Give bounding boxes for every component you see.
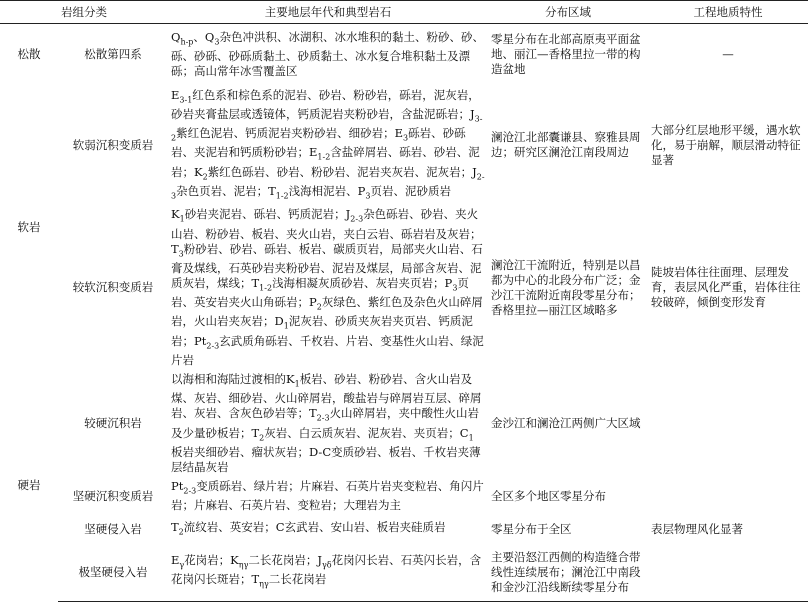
subcategory: 软弱沉积变质岩 — [72, 137, 154, 152]
subcategory: 较软沉积变质岩 — [72, 280, 154, 295]
distribution: 零星分布在北部高原夷平面盆地、丽江—香格里拉一带的构造盆地 — [491, 32, 641, 77]
category-soft: 软岩 — [17, 220, 41, 235]
subcategory: 坚硬侵入岩 — [84, 521, 142, 536]
header-row — [0, 1, 808, 24]
distribution: 澜沧江干流附近，特别是以昌都为中心的北段分布广泛；金沙江干流附近南段零星分布；香格里拉—丽江区域略多 — [491, 257, 641, 317]
table-row — [0, 543, 808, 601]
strata-rocks: $Q_{h-p}$、$Q_3$杂色冲洪积、冰湖积、冰水堆积的黏土、粉砂、砂、砾、砂砾、砂砾质黏土、砂质黏土、冰水复合堆积黏土及漂砾；高山常年冰雪覆盖区 — [171, 30, 484, 79]
table-row — [0, 515, 808, 543]
table-row — [0, 86, 808, 206]
engineering-properties — [648, 477, 808, 515]
engineering-properties: 大部分红层地形平缓，遇水软化，易于崩解，顺层滑动特征显著 — [651, 122, 801, 167]
header-engineering: 工程地质特性 — [648, 1, 808, 24]
subcategory: 松散第四系 — [84, 47, 142, 62]
header-classification: 岩组分类 — [0, 1, 168, 24]
strata-rocks: $E_\gamma$花岗岩；$K_{\eta\gamma}$二长花岗岩；$J_{\gamma\delta}$花岗闪长岩、石英闪长岩，含花岗闪长斑岩；$T_{\eta\gamma}$二长花岗岩 — [168, 543, 488, 601]
strata-rocks: $T_2$流纹岩、英安岩；C玄武岩、安山岩、板岩夹硅质岩 — [171, 519, 446, 536]
distribution: 零星分布于全区 — [491, 521, 572, 536]
engineering-properties: — — [722, 47, 734, 62]
subcategory: 坚硬沉积变质岩 — [72, 488, 154, 503]
strata-rocks: $E_{3-1}$红色系和棕色系的泥岩、砂岩、粉砂岩，砾岩，泥灰岩，砂岩夹膏盐层或透镜体，钙质泥岩夹粉砂岩，含盐泥砾岩；$J_{3-2}$紫红色泥岩、钙质泥岩夹粉砂岩、细砂岩；$E_3$砾岩、砂砾岩、夹泥岩和钙质粉砂岩；$E_{1-2}$含盐碎屑岩、砾岩、砂岩、泥岩；$K_2$紫红色砾岩、砂岩、粉砂岩、泥岩夹灰岩、泥灰岩；$J_{2-3}$杂色页岩、泥岩；$T_{1-2}$浅海相泥岩、$P_3$页岩、泥砂质岩 — [171, 87, 485, 201]
table-row — [0, 24, 808, 86]
engineering-properties — [648, 370, 808, 477]
header-distribution: 分布区域 — [488, 1, 648, 24]
engineering-properties: 陡坡岩体往往面理、层理发育，表层风化严重，岩体往往较破碎，倾倒变形发育 — [651, 265, 801, 310]
distribution: 全区多个地区零星分布 — [491, 488, 606, 503]
subcategory: 极坚硬侵入岩 — [58, 543, 168, 601]
category-loose: 松散 — [17, 47, 41, 62]
strata-rocks: 以海相和海陆过渡相的$K_1$板岩、砂岩、粉砂岩、含火山岩及煤、灰岩、细砂岩、火山碎屑岩，酸盐岩与碎屑岩互层、碎屑岩、灰岩、含灰色砂岩等；$T_{2-3}$火山碎屑岩，夹中酸性火山岩及少量砂板岩；$T_2$灰岩、白云质灰岩、泥灰岩、夹页岩；$C_1$板岩夹细砂岩、瘤状灰岩；D-C变质砂岩、板岩、千枚岩夹薄层结晶灰岩 — [171, 372, 482, 474]
strata-rocks: $K_1$砂岩夹泥岩、砾岩、钙质泥岩；$J_{2-3}$杂色砾岩、砂岩、夹火山岩、粉砂岩、板岩、夹火山岩，夹白云岩、砾岩岩及灰岩；$T_3$粉砂岩、砂岩、砾岩、板岩、碳质页岩，局部夹火山岩、石膏及煤线，石英砂岩夹粉砂岩、泥岩及煤层，局部含灰岩、泥质灰岩，煤线；$T_{1-2}$浅海相凝灰质砂岩、灰岩夹页岩；$P_3$页岩、英安岩夹火山角砾岩；$P_2$灰绿色、紫红色及杂色火山碎屑岩，火山岩夹灰岩；$D_1$泥灰岩、砂质夹灰岩夹页岩、钙质泥岩；$Pt_{2-3}$玄武质角砾岩、千枚岩、片岩、变基性火山岩、绿泥片岩 — [171, 207, 484, 368]
engineering-properties — [648, 543, 808, 601]
table-row — [0, 477, 808, 515]
strata-rocks: $Pt_{2-3}$变质砾岩、绿片岩；片麻岩、石英片岩夹变粒岩、角闪片岩；片麻岩、石英片岩、变粒岩；大理岩为主 — [171, 478, 484, 513]
header-strata-rocks: 主要地层年代和典型岩石 — [168, 1, 488, 24]
engineering-properties: 表层物理风化显著 — [651, 521, 743, 536]
distribution: 澜沧江北部囊谦县、察雅县周边；研究区澜沧江南段周边 — [491, 130, 641, 160]
distribution: 金沙江和澜沧江两侧广大区域 — [491, 416, 641, 430]
table-row — [0, 205, 808, 370]
distribution: 主要沿怒江西侧的构造缝合带线性连续展布；澜沧江中南段和金沙江沿线断续零星分布 — [488, 543, 648, 601]
table-row — [0, 370, 808, 477]
category-hard: 硬岩 — [17, 478, 41, 493]
subcategory: 较硬沉积岩 — [84, 416, 142, 430]
